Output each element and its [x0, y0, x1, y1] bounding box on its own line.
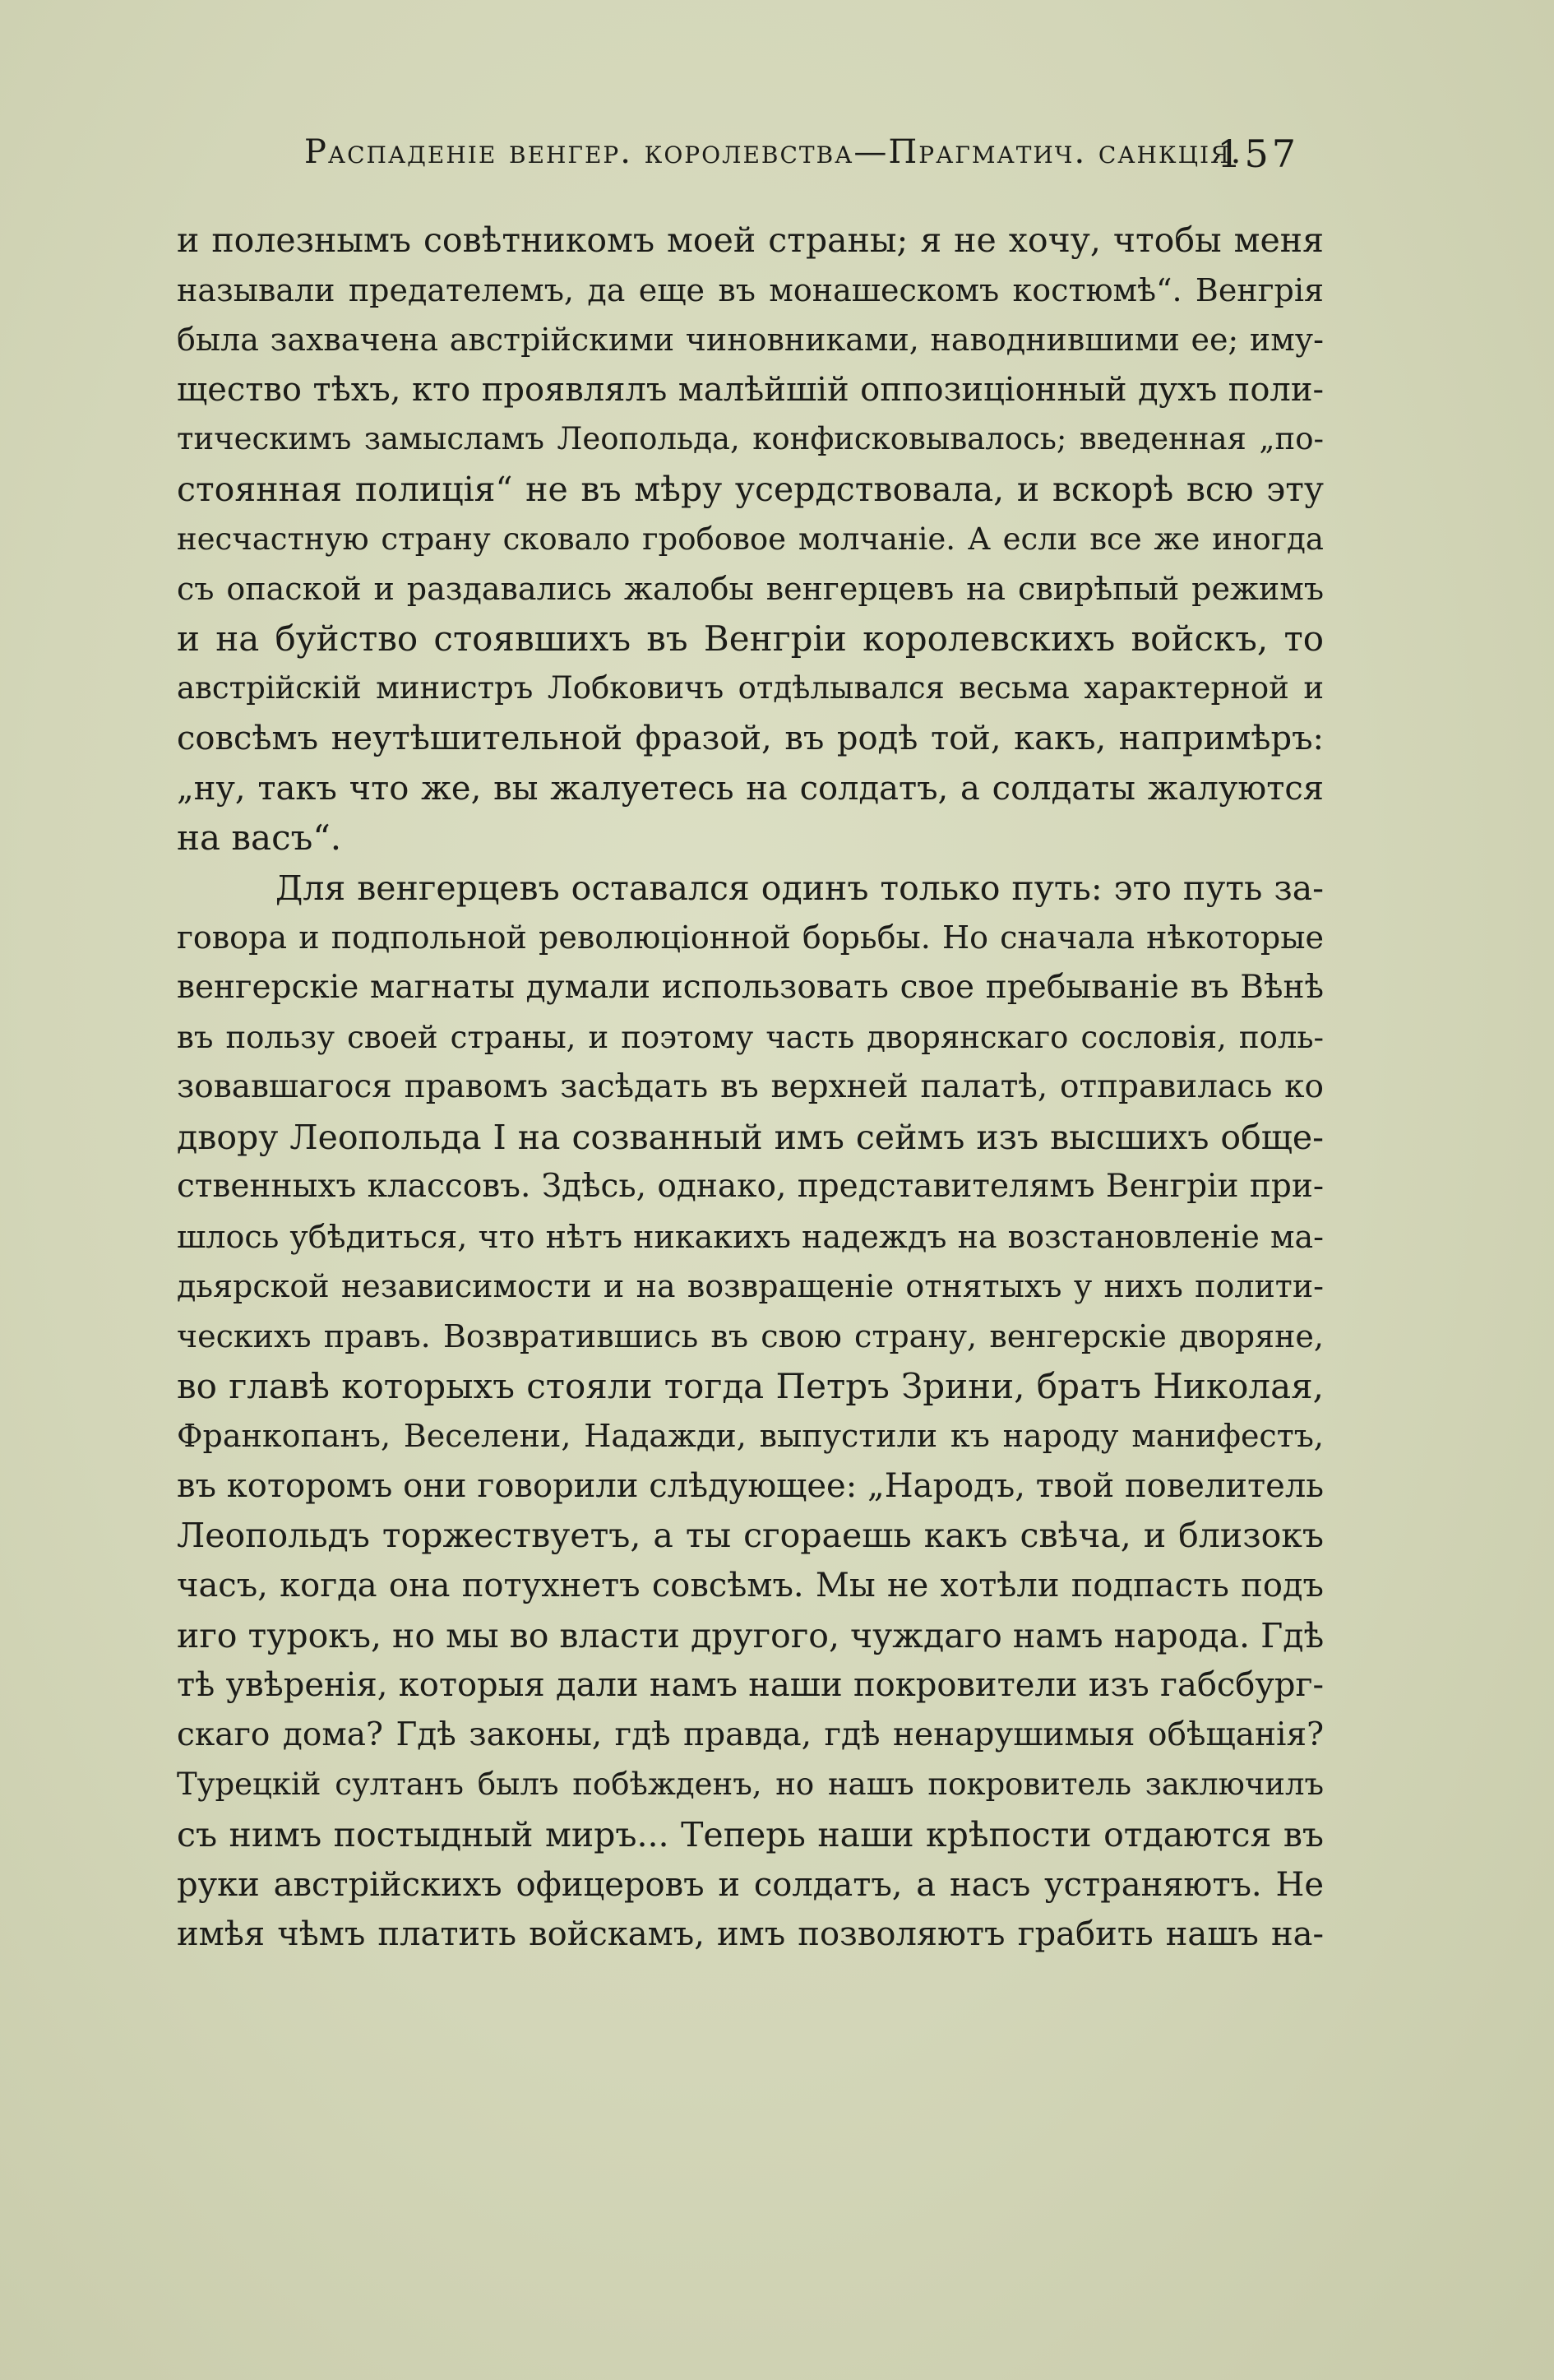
text-line: была захвачена австрійскими чиновниками, наводнившими ее; иму- [177, 322, 1324, 359]
text-line: руки австрійскихъ офицеровъ и солдатъ, а насъ устраняютъ. Не [177, 1865, 1324, 1904]
text-line: съ опаской и раздавались жалобы венгерцевъ на свирѣпый режимъ [177, 571, 1324, 608]
text-line: часъ, когда она потухнетъ совсѣмъ. Мы не хотѣли подпасть подъ [177, 1567, 1324, 1605]
text-line: ственныхъ классовъ. Здѣсь, однако, представителямъ Венгріи при- [177, 1168, 1324, 1206]
text-line: въ которомъ они говорили слѣдующее: „Народъ, твой повелитель [177, 1466, 1324, 1505]
running-header [304, 123, 1299, 189]
text-line: Франкопанъ, Веселени, Надажди, выпустили къ народу манифестъ, [177, 1418, 1324, 1455]
text-line: скаго дома? Гдѣ законы, гдѣ правда, гдѣ ненарушимыя обѣщанія? [177, 1716, 1324, 1753]
text-line: тическимъ замысламъ Леопольда, конфисковывалось; введенная „по- [177, 421, 1324, 457]
text-line: тѣ увѣренія, которыя дали намъ наши покровители изъ габсбург- [177, 1666, 1324, 1705]
text-line: шлось убѣдиться, что нѣтъ никакихъ надеждъ на возстановленіе ма- [177, 1218, 1324, 1255]
text-line: Турецкій султанъ былъ побѣжденъ, но нашъ покровитель заключилъ [177, 1766, 1324, 1803]
text-line: австрійскій министръ Лобковичъ отдѣлывался весьма характерной и [177, 670, 1324, 706]
text-line: ческихъ правъ. Возвратившись въ свою страну, венгерскіе дворяне, [177, 1318, 1324, 1355]
text-line: имѣя чѣмъ платить войскамъ, имъ позволяютъ грабить нашъ на- [177, 1915, 1324, 1954]
text-line: щество тѣхъ, кто проявлялъ малѣйшій оппозиціонный духъ поли- [177, 370, 1324, 409]
paragraph [177, 864, 1324, 1960]
text-line: Для венгерцевъ оставался одинъ только путь: это путь за- [275, 868, 1324, 908]
running-title: Распаденіе венгер. королевства—Прагматич. санкція. [304, 133, 1243, 171]
page-number: 157 [1217, 132, 1299, 176]
text-line: съ нимъ постыдный миръ... Теперь наши крѣпости отдаются въ [177, 1815, 1324, 1854]
text-line: „ну, такъ что же, вы жалуетесь на солдатъ, а солдаты жалуются [177, 769, 1324, 808]
body-text [177, 215, 1324, 1960]
text-line: совсѣмъ неутѣшительной фразой, въ родѣ той, какъ, напримѣръ: [177, 719, 1324, 757]
text-line: и на буйство стоявшихъ въ Венгріи королевскихъ войскъ, то [177, 618, 1324, 659]
text-line: во главѣ которыхъ стояли тогда Петръ Зрини, братъ Николая, [177, 1365, 1324, 1406]
text-line: Леопольдъ торжествуетъ, а ты сгораешь какъ свѣча, и близокъ [177, 1516, 1324, 1556]
paragraph [177, 215, 1324, 864]
text-line: говора и подпольной революціонной борьбы. Но сначала нѣкоторые [177, 919, 1324, 956]
text-line: венгерскіе магнаты думали использовать свое пребываніе въ Вѣнѣ [177, 968, 1324, 1006]
text-line: и полезнымъ совѣтникомъ моей страны; я не хочу, чтобы меня [177, 220, 1324, 260]
text-line: двору Леопольда I на созванный имъ сеймъ изъ высшихъ обще- [177, 1117, 1324, 1157]
text-line: называли предателемъ, да еще въ монашескомъ костюмѣ“. Венгрія [177, 271, 1324, 308]
text-line: зовавшагося правомъ засѣдать въ верхней палатѣ, отправилась ко [177, 1068, 1324, 1106]
text-line: на васъ“. [177, 817, 342, 859]
text-line: дьярской независимости и на возвращеніе отнятыхъ у нихъ полити- [177, 1268, 1324, 1305]
text-line: несчастную страну сковало гробовое молчаніе. А если все же иногда [177, 521, 1324, 557]
text-line: въ пользу своей страны, и поэтому часть дворянскаго сословія, поль- [177, 1019, 1324, 1055]
text-line: стоянная полиція“ не въ мѣру усердствовала, и вскорѣ всю эту [177, 469, 1324, 509]
text-line: иго турокъ, но мы во власти другого, чуждаго намъ народа. Гдѣ [177, 1615, 1324, 1655]
